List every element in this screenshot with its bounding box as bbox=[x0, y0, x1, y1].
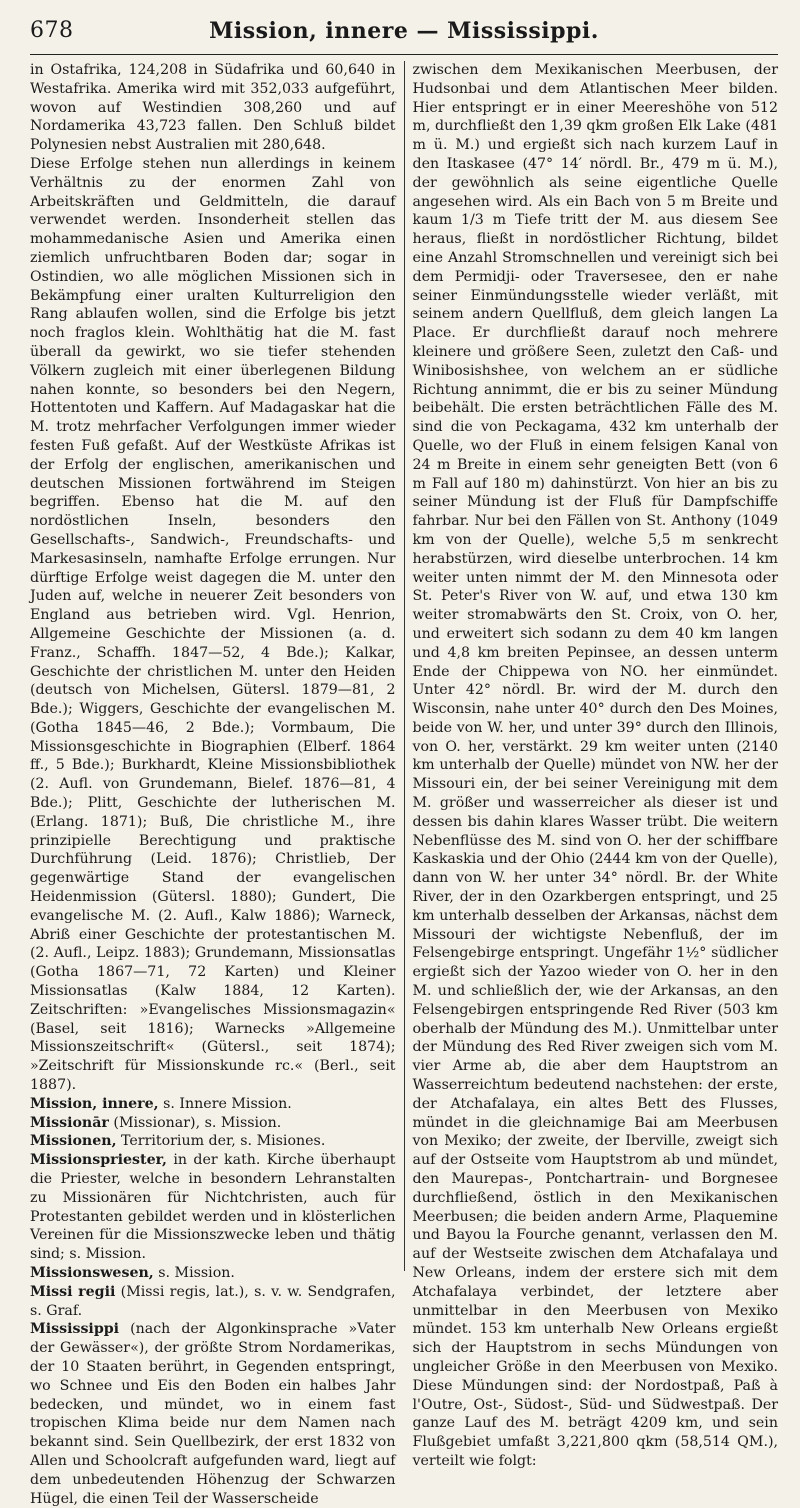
dictionary-entry bbox=[30, 1132, 396, 1151]
text-columns bbox=[30, 61, 778, 1507]
left-column bbox=[30, 61, 396, 1507]
entry-text: Territorium der, s. Misiones. bbox=[116, 1133, 326, 1150]
page-header bbox=[30, 12, 778, 55]
entry-text: in der kath. Kirche überhaupt die Priester, welche in besondern Lehranstalten zu Missionären für Nichtchristen, auch für Protestanten gebildet werden und in klösterlichen Vereinen für die Missionszwecke leben und thätig sind; s. Mission. bbox=[30, 1152, 396, 1263]
entry-lemma: Missi regii bbox=[30, 1283, 116, 1300]
entry-text: in Ostafrika, 124,208 in Südafrika und 60,640 in Westafrika. Amerika wird mit 352,033 aufgeführt, wovon auf Westindien 308,260 und auf Nordamerika 43,723 fallen. Den Schluß bildet Polynesien nebst Australien mit 280,648. bbox=[30, 62, 396, 154]
dictionary-entry bbox=[30, 1283, 396, 1321]
entry-lemma: Mississippi bbox=[30, 1321, 120, 1338]
entry-text: s. Mission. bbox=[153, 1265, 235, 1281]
text-paragraph bbox=[30, 61, 396, 155]
entry-text: (Missionar), s. Mission. bbox=[108, 1114, 282, 1131]
entry-lemma: Mission, innere, bbox=[30, 1095, 159, 1112]
column-divider bbox=[404, 61, 405, 1271]
page-number: 678 bbox=[30, 18, 74, 43]
entry-text: Diese Erfolge stehen nun allerdings in keinem Verhältnis zu der enormen Zahl von Arbeitskräften und Geldmitteln, die darauf verwendet werden. Insonderheit stellen das mohammedanische Asien und Amerika einen ziemlich unfruchtbaren Boden dar; sogar in Ostindien, wo alle möglichen Missionen sich in Bekämpfung einer uralten Kulturreligion den Rang ablaufen wollen, sind die Erfolge bis jetzt noch fraglos klein. Wohlthätig hat die M. fast überall da gewirkt, wo sie tiefer stehenden Völkern zugleich mit einer überlegenen Bildung nahen konnte, so besonders bei den Negern, Hottentoten und Kaffern. Auf Madagaskar hat die M. trotz mehrfacher Verfolgungen immer wieder festen Fuß gefaßt. Auf der Westküste Afrikas ist der Erfolg der englischen, amerikanischen und deutschen Missionen fortwährend im Steigen begriffen. Ebenso hat die M. auf den nordöstlichen Inseln, besonders den Gesellschafts-, Sandwich-, Freundschafts- und Markesasinseln, namhafte Erfolge errungen. Nur dürftige Erfolge weist dagegen die M. unter den Juden auf, welche in neuerer Zeit besonders von England aus betrieben wird. Vgl. Henrion, Allgemeine Geschichte der Missionen (a. d. Franz., Schaffh. 1847—52, 4 Bde.); Kalkar, Geschichte der christlichen M. unter den Heiden (deutsch von Michelsen, Gütersl. 1879—81, 2 Bde.); Wiggers, Geschichte der evangelischen M. (Gotha 1845—46, 2 Bde.); Vormbaum, Die Missionsgeschichte in Biographien (Elberf. 1864 ff., 5 Bde.); Burkhardt, Kleine Missionsbibliothek (2. Aufl. von Grundemann, Bielef. 1876—81, 4 Bde.); Plitt, Geschichte der lutherischen M. (Erlang. 1871); Buß, Die christliche M., ihre prinzipielle Berechtigung und praktische Durchführung (Leid. 1876); Christlieb, Der gegenwärtige Stand der evangelischen Heidenmission (Gütersl. 1880); Gundert, Die evangelische M. (2. Aufl., Kalw 1886); Warneck, Abriß einer Geschichte der protestantischen M. (2. Aufl., Leipz. 1883); Grundemann, Missionsatlas (Gotha 1867—71, 72 Karten) und Kleiner Missionsatlas (Kalw 1884, 12 Karten). Zeitschriften: »Evangelisches Missionsmagazin« (Basel, seit 1816); Warnecks »Allgemeine Missionszeitschrift« (Gütersl., seit 1874); »Zeitschrift für Missionskunde rc.« (Berl., seit 1887). bbox=[30, 155, 396, 1094]
entry-lemma: Missionswesen, bbox=[30, 1265, 154, 1281]
dictionary-entry bbox=[30, 1320, 396, 1508]
dictionary-entry bbox=[30, 1151, 396, 1264]
entry-text: (nach der Algonkinsprache »Vater der Gewässer«), der größte Strom Nordamerikas, der 10 Staaten berührt, in Gegenden entspringt, wo Schnee und Eis den Boden ein halbes Jahr bedecken, und mündet, wo in einem fast tropischen Klima beide nur dem Namen nach bekannt sind. Sein Quellbezirk, der erst 1832 von Allen und Schoolcraft aufgefunden ward, liegt auf dem unbedeutenden Höhenzug der Schwarzen Hügel, die einen Teil der Wasserscheide bbox=[30, 1321, 396, 1507]
right-column bbox=[412, 61, 779, 1469]
text-paragraph bbox=[30, 155, 396, 1095]
text-paragraph bbox=[413, 61, 779, 1471]
entry-lemma: Missionār bbox=[30, 1114, 109, 1131]
running-title: Mission, innere — Mississippi. bbox=[209, 18, 599, 44]
entry-text: zwischen dem Mexikanischen Meerbusen, der Hudsonbai und dem Atlantischen Meer bilden. Hier entspringt er in einer Meereshöhe von 512 m, durchfließt den 1,39 qkm großen Elk Lake (481 m ü. M.) und ergießt sich nach kurzem Lauf in den Itaskasee (47° 14′ nördl. Br., 479 m ü. M.), der gewöhnlich als seine eigentliche Quelle angesehen wird. Als ein Bach von 5 m Breite und kaum 1/3 m Tiefe tritt der M. aus diesem See heraus, fließt in nordöstlicher Richtung, bildet eine Anzahl Stromschnellen und vereinigt sich bei dem Permidji- oder Traversesee, den er nahe seiner Einmündungsstelle wieder verläßt, mit seinem andern Quellfluß, dem gleich langen La Place. Er durchfließt darauf noch mehrere kleinere und größere Seen, zuletzt den Caß- und Winibosishshee, von welchem an er südliche Richtung annimmt, die er bis zu seiner Mündung beibehält. Die ersten beträchtlichen Fälle des M. sind die von Peckagama, 432 km unterhalb der Quelle, wo der Fluß in einem felsigen Kanal von 24 m Breite in einem sehr geneigten Bett (von 6 m Fall auf 180 m) dahinstürzt. Von hier an bis zu seiner Mündung ist der Fluß für Dampfschiffe fahrbar. Nur bei den Fällen von St. Anthony (1049 km von der Quelle), welche 5,5 m senkrecht herabstürzen, wird dieselbe unterbrochen. 14 km weiter unten nimmt der M. den Minnesota oder St. Peter's River von W. auf, und etwa 130 km weiter stromabwärts den St. Croix, von O. her, und erweitert sich sodann zu dem 40 km langen und 4,8 km breiten Pepinsee, an dessen unterm Ende der Chippewa von NO. her einmündet. Unter 42° nördl. Br. wird der M. durch den Wisconsin, nahe unter 40° durch den Des Moines, beide von W. her, und unter 39° durch den Illinois, von O. her, verstärkt. 29 km weiter unten (2140 km unterhalb der Quelle) mündet von NW. her der Missouri ein, der bei seiner Vereinigung mit dem M. größer und wasserreicher als dieser ist und dessen bis dahin klares Wasser trübt. Die weitern Nebenflüsse des M. sind von O. her der schiffbare Kaskaskia und der Ohio (2444 km von der Quelle), dann von W. her unter 34° nördl. Br. der White River, der in den Ozarkbergen entspringt, und 25 km unterhalb desselben der Arkansas, nächst dem Missouri der wichtigste Nebenfluß, der im Felsengebirge entspringt. Ungefähr 1½° südlicher ergießt sich der Yazoo wieder von O. her in den M. und schließlich der, wie der Arkansas, an den Felsengebirgen entspringende Red River (503 km oberhalb der Mündung des M.). Unmittelbar unter der Mündung des Red River zweigen sich vom M. vier Arme ab, die aber dem Hauptstrom an Wasserreichtum bedeutend nachstehen: der erste, der Atchafalaya, ein altes Bett des Flusses, mündet in die gleichnamige Bai am Meerbusen von Mexiko; der zweite, der Iberville, zweigt sich auf der Ostseite vom Hauptstrom ab und mündet, den Maurepas-, Pontchartrain- und Borgnesee durchfließend, östlich in den Mexikanischen Meerbusen; die beiden andern Arme, Plaquemine und Bayou la Fourche genannt, verlassen den M. auf der Westseite zwischen dem Atchafalaya und New Orleans, indem der erstere sich mit dem Atchafalaya verbindet, der letztere aber unmittelbar in den Meerbusen von Mexiko mündet. 153 km unterhalb New Orleans ergießt sich der Hauptstrom in sechs Mündungen von ungleicher Größe in den Meerbusen von Mexiko. Diese Mündungen sind: der Nordostpaß, Paß à l'Outre, Ost-, Südost-, Süd- und Südwestpaß. Der ganze Lauf des M. beträgt 4209 km, und sein Flußgebiet umfaßt 3,221,800 qkm (58,514 QM.), verteilt wie folgt: bbox=[412, 62, 778, 1469]
entry-text: s. Innere Mission. bbox=[158, 1095, 292, 1112]
entry-lemma: Missionen, bbox=[30, 1133, 117, 1150]
dictionary-entry bbox=[30, 1264, 396, 1283]
dictionary-entry bbox=[30, 1095, 396, 1114]
entry-lemma: Missionspriester, bbox=[30, 1152, 167, 1169]
entry-text: (Missi regis, lat.), s. v. w. Sendgrafen, s. Graf. bbox=[30, 1283, 396, 1319]
dictionary-entry bbox=[30, 1114, 396, 1133]
